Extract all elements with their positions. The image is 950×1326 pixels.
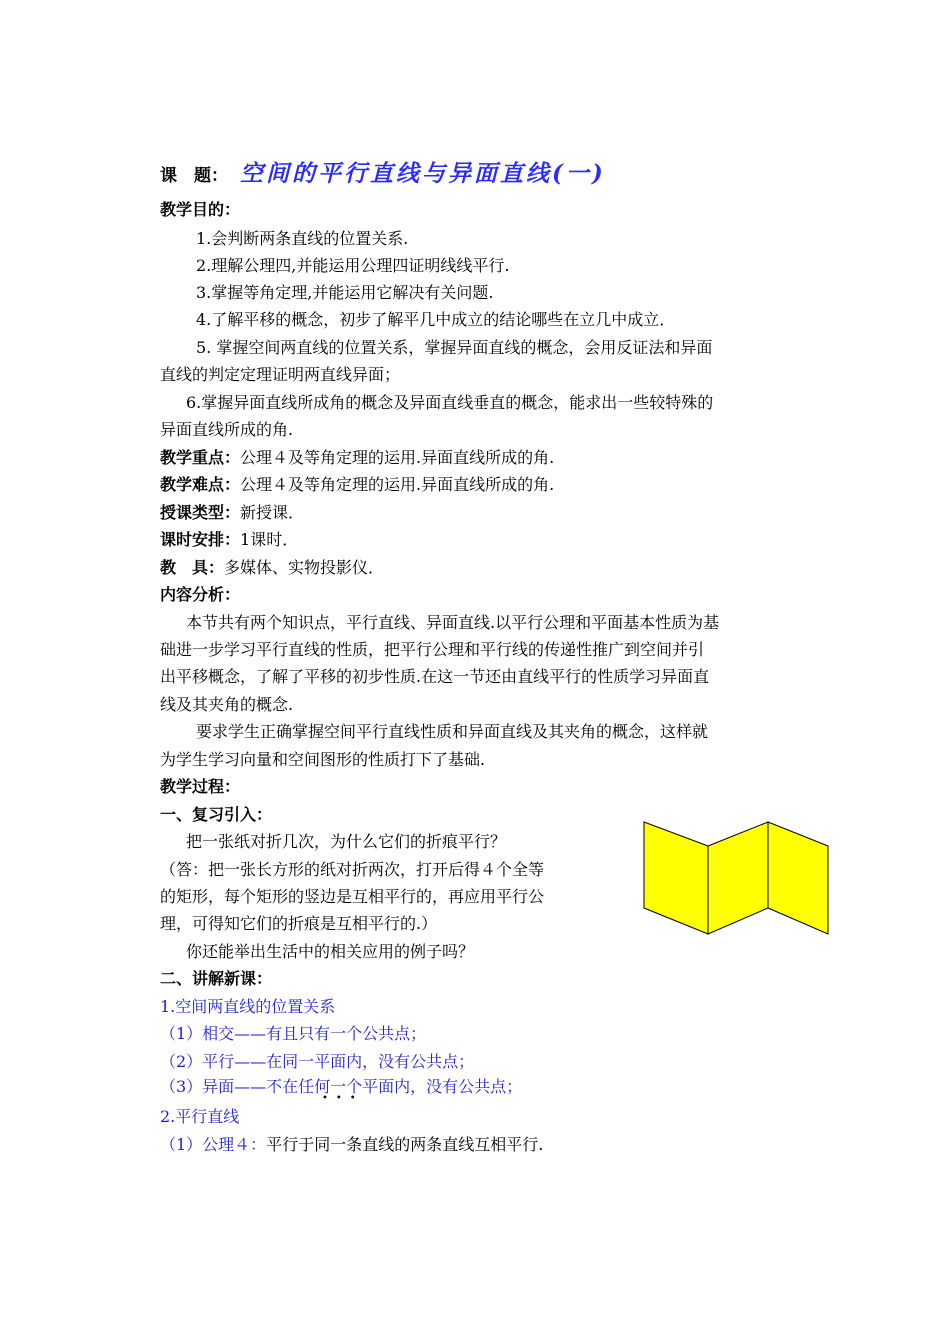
analysis-line: 要求学生正确掌握空间平行直线性质和异面直线及其夹角的概念，这样就 [196, 722, 709, 741]
lesson-title: 空间的平行直线与异面直线(一) [240, 160, 606, 187]
lesson-type-value: 新授课． [240, 503, 305, 522]
objective-item-cont: 直线的判定定理证明两直线异面； [160, 365, 401, 384]
key-points-value: 公理４及等角定理的运用.异面直线所成的角. [240, 448, 555, 467]
analysis-line: 为学生学习向量和空间图形的性质打下了基础. [160, 750, 486, 769]
new-lesson-heading: 二、讲解新课： [160, 969, 273, 988]
title-label: 课 题： [160, 166, 228, 186]
key-points-row [160, 448, 554, 468]
difficulty-label: 教学难点： [160, 475, 241, 494]
lesson-type-label: 授课类型： [160, 503, 241, 522]
tools-value: 多媒体、实物投影仪． [224, 558, 385, 577]
schedule-value: 1课时． [240, 530, 299, 549]
axiom-4-row [160, 1135, 543, 1155]
difficulty-value: 公理４及等角定理的运用.异面直线所成的角. [240, 475, 555, 494]
review-line: 你还能举出生活中的相关应用的例子吗？ [186, 942, 475, 961]
analysis-line: 出平移概念，了解了平移的初步性质.在这一节还由直线平行的性质学习异面直 [160, 667, 710, 686]
tools-row [160, 558, 384, 578]
relation-item-intersect: （1）相交——有且只有一个公共点； [160, 1024, 427, 1043]
analysis-line: 线及其夹角的概念. [160, 695, 294, 714]
emphasis-dots: ••• [322, 1093, 364, 1104]
difficulty-row [160, 475, 554, 495]
axiom-4-label: （1）公理４： [160, 1135, 267, 1154]
objectives-heading: 教学目的： [160, 200, 241, 219]
schedule-row [160, 530, 298, 550]
review-line: （答：把一张长方形的纸对折两次，打开后得４个全等 [160, 860, 545, 879]
objective-item: 3.掌握等角定理,并能运用它解决有关问题. [196, 283, 494, 302]
lesson-type-row [160, 503, 304, 523]
paper-panel-1 [644, 822, 708, 934]
review-line: 把一张纸对折几次，为什么它们的折痕平行？ [186, 832, 507, 851]
paper-panel-3 [768, 822, 828, 934]
analysis-heading: 内容分析： [160, 585, 241, 604]
schedule-label: 课时安排： [160, 530, 241, 549]
paper-panel-2 [708, 822, 768, 934]
review-line: 理，可得知它们的折痕是互相平行的.） [160, 914, 438, 933]
relation-item-skew: （3）异面——不在任何一个平面内，没有公共点； [160, 1077, 523, 1096]
objective-item: 5. 掌握空间两直线的位置关系，掌握异面直线的概念，会用反证法和异面 [196, 338, 713, 357]
key-points-label: 教学重点： [160, 448, 241, 467]
tools-label: 教 具： [160, 558, 225, 577]
section-2-title: 2.平行直线 [160, 1107, 240, 1126]
relation-item-parallel: （2）平行——在同一平面内，没有公共点； [160, 1052, 475, 1071]
review-line: 的矩形，每个矩形的竖边是互相平行的，再应用平行公 [160, 887, 545, 906]
section-1-title: 1.空间两直线的位置关系 [160, 997, 336, 1016]
review-heading: 一、复习引入： [160, 805, 273, 824]
folded-paper-figure [640, 818, 832, 938]
analysis-line: 础进一步学习平行直线的性质，把平行公理和平行线的传递性推广到空间并引 [160, 640, 705, 659]
objective-item: 4.了解平移的概念，初步了解平几中成立的结论哪些在立几中成立． [196, 310, 676, 329]
objective-item: 6.掌握异面直线所成角的概念及异面直线垂直的概念，能求出一些较特殊的 [186, 393, 714, 412]
objective-item-cont: 异面直线所成的角. [160, 420, 294, 439]
objective-item: 2.理解公理四,并能运用公理四证明线线平行. [196, 256, 510, 275]
objective-item: 1.会判断两条直线的位置关系. [196, 229, 409, 248]
process-heading: 教学过程： [160, 777, 241, 796]
analysis-line: 本节共有两个知识点，平行直线、异面直线.以平行公理和平面基本性质为基 [186, 613, 720, 632]
axiom-4-text: 平行于同一条直线的两条直线互相平行. [266, 1135, 544, 1154]
